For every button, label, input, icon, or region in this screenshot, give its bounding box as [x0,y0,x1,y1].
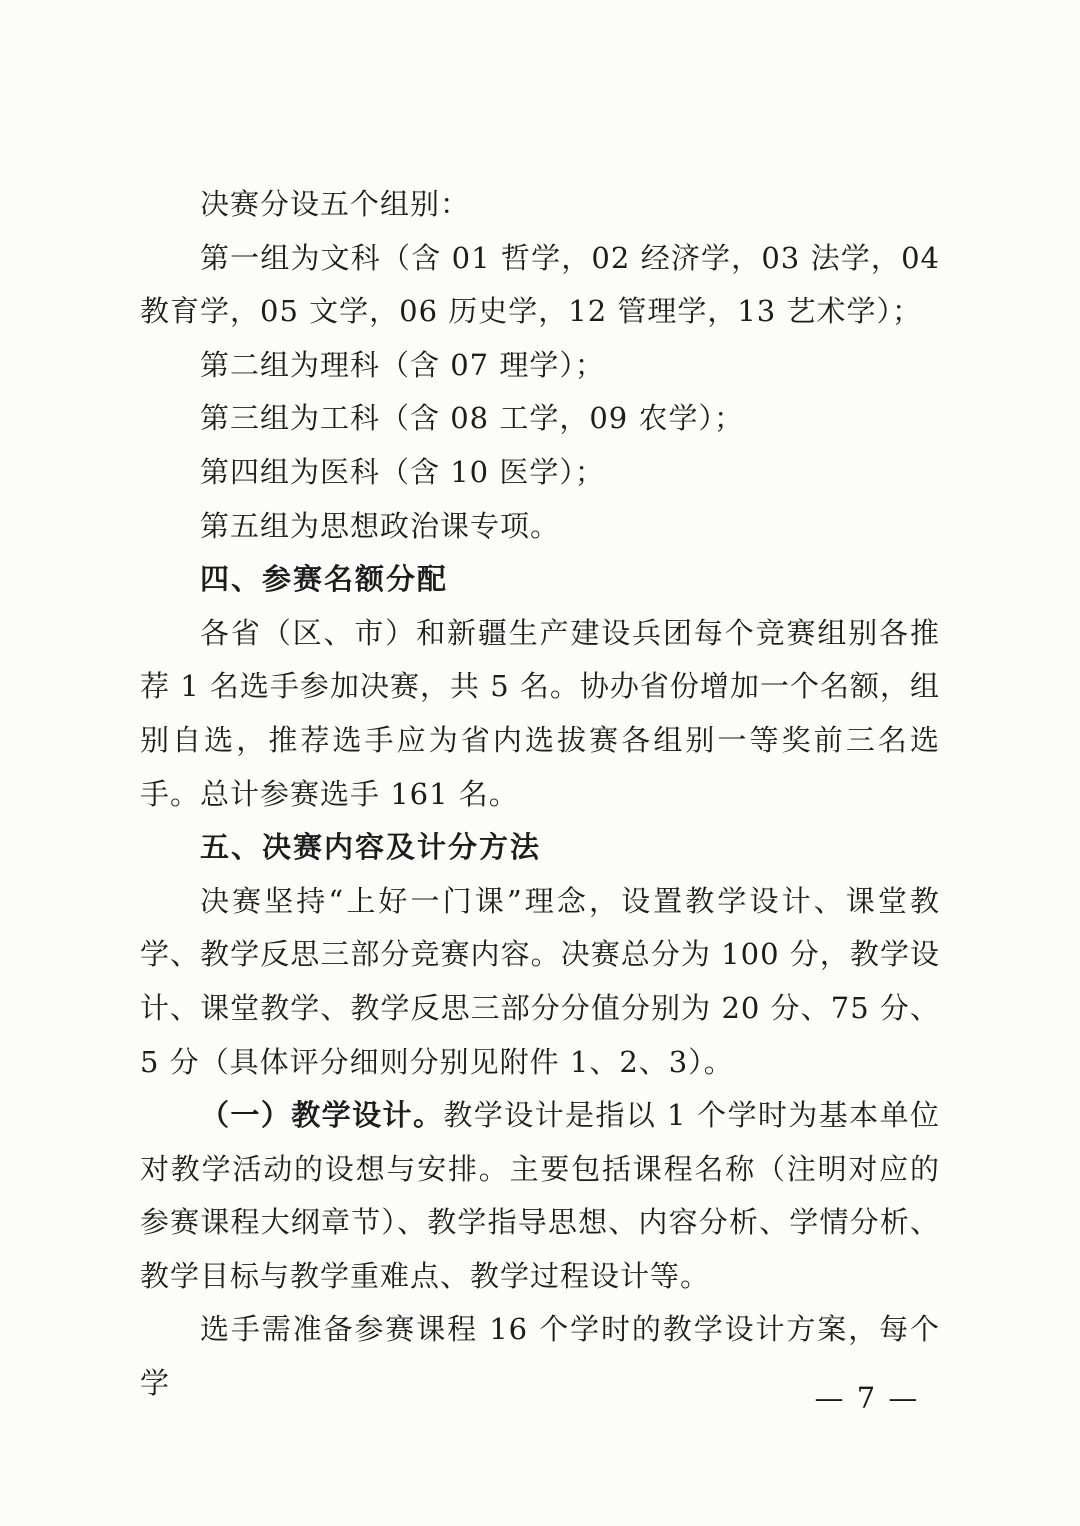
document-body [140,178,940,1411]
paragraph-design-requirement: 选手需准备参赛课程 16 个学时的教学设计方案，每个学 [140,1312,940,1401]
section-heading-quota: 四、参赛名额分配 [200,562,449,597]
paragraph-teaching-design-text: 教学设计是指以 1 个学时为基本单位对教学活动的设想与安排。主要包括课程名称（注明对应的参赛课程大纲章节）、教学指导思想、内容分析、学情分析、教学目标与教学重难点、教学过程设计等。 [140,1098,940,1293]
paragraph-teaching-design [140,1089,940,1303]
paragraph-content-scoring: 决赛坚持“上好一门课”理念，设置教学设计、课堂教学、教学反思三部分竞赛内容。决赛总分为 100 分，教学设计、课堂教学、教学反思三部分分值分别为 20 分、75 分、5 分（具体评分细则分别见附件 1、2、3）。 [140,883,940,1079]
subheading-teaching-design: （一）教学设计。 [200,1098,444,1133]
page-number: — 7 — [814,1381,920,1415]
paragraph-group-3: 第三组为工科（含 08 工学，09 农学）； [200,401,744,436]
section-heading-content-scoring: 五、决赛内容及计分方法 [200,830,542,865]
paragraph-group-5: 第五组为思想政治课专项。 [200,508,561,543]
paragraph-groups-intro: 决赛分设五个组别： [200,187,471,221]
paragraph-quota: 各省（区、市）和新疆生产建设兵团每个竞赛组别各推荐 1 名选手参加决赛，共 5 名。协办省份增加一个名额，组别自选，推荐选手应为省内选拔赛各组别一等奖前三名选手。总计参赛选手 161 名。 [140,615,940,811]
paragraph-group-4: 第四组为医科（含 10 医学）； [200,454,605,489]
paragraph-group-2: 第二组为理科（含 07 理学）； [200,347,605,382]
paragraph-group-1: 第一组为文科（含 01 哲学，02 经济学，03 法学，04 教育学，05 文学，06 历史学，12 管理学，13 艺术学）； [140,240,940,329]
